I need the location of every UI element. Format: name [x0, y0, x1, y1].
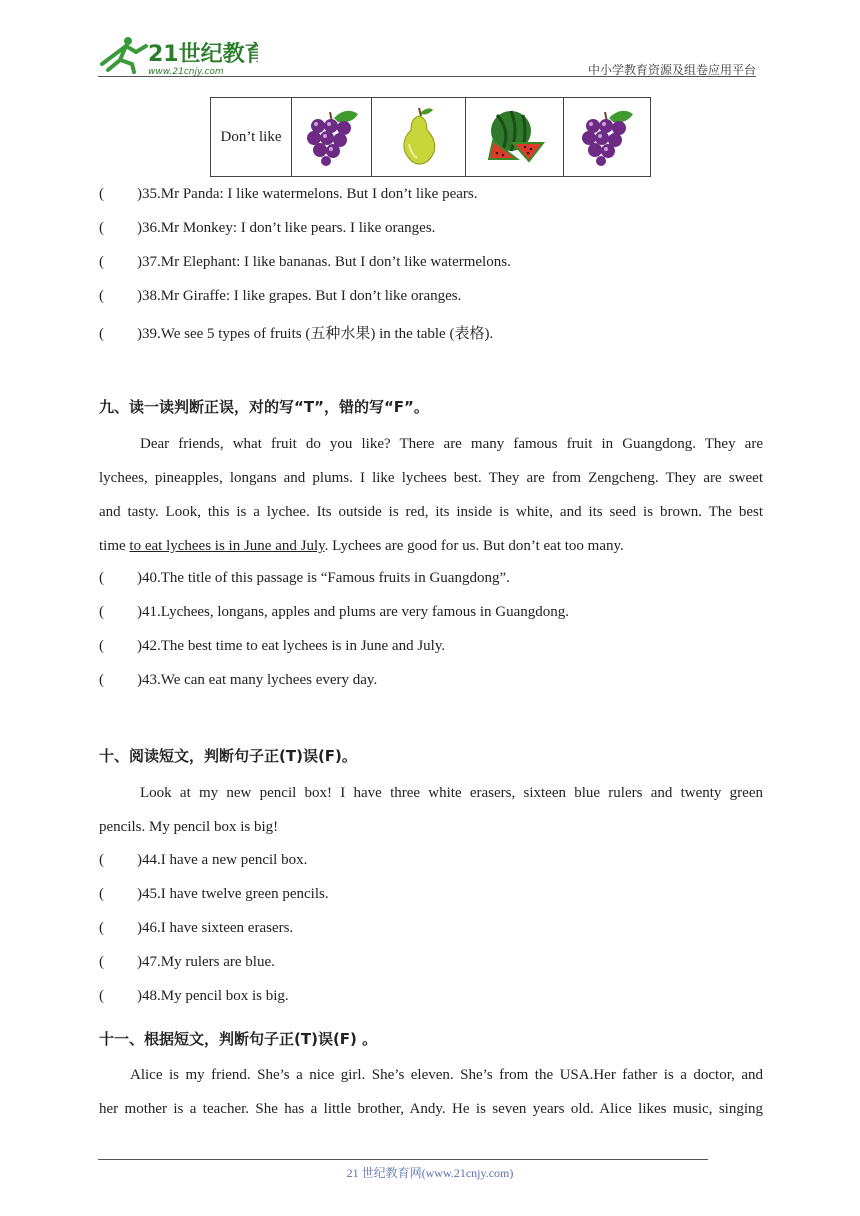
question-text: )45.I have twelve green pencils.	[137, 886, 329, 902]
answer-blank: (	[99, 988, 104, 1004]
question-text: )40.The title of this passage is “Famous fruits in Guangdong”.	[137, 570, 510, 586]
question-text: )42.The best time to eat lychees is in June and July.	[137, 638, 446, 654]
grapes-icon	[564, 98, 651, 177]
passage-line: and tasty. Look, this is a lychee. Its outside is red, its inside is white, and its seed is brown. The best	[99, 504, 763, 520]
passage-line: Dear friends, what fruit do you like? There are many famous fruit in Guangdong. They are	[140, 436, 763, 452]
question-text: )43.We can eat many lychees every day.	[137, 672, 378, 688]
watermelon-icon	[466, 98, 564, 177]
question-text: )48.My pencil box is big.	[137, 988, 289, 1004]
grapes-icon	[292, 98, 372, 177]
answer-blank: (	[99, 570, 104, 586]
footer-link[interactable]: 21 世纪教育网(www.21cnjy.com)	[346, 1166, 514, 1180]
section-10-passage	[99, 776, 763, 844]
platform-name: 中小学教育资源及组卷应用平台	[587, 63, 756, 77]
header-divider	[98, 76, 756, 77]
question-text: )39.We see 5 types of fruits (五种水果) in the table (表格).	[137, 326, 494, 342]
answer-blank: (	[99, 638, 104, 654]
question-text: )46.I have sixteen erasers.	[137, 920, 294, 936]
question-39	[99, 322, 493, 343]
question-text: )44.I have a new pencil box.	[137, 852, 308, 868]
question-text: )41.Lychees, longans, apples and plums are very famous in Guangdong.	[137, 604, 569, 620]
footer-divider	[98, 1159, 708, 1160]
answer-blank: (	[99, 254, 104, 270]
section-9-passage	[99, 427, 763, 563]
pear-icon	[372, 98, 466, 177]
answer-blank: (	[99, 886, 104, 902]
question-47	[99, 954, 275, 971]
question-42	[99, 638, 445, 655]
question-text: )35.Mr Panda: I like watermelons. But I don’t like pears.	[137, 186, 478, 202]
passage-line: lychees, pineapples, longans and plums. I like lychees best. They are from Zengcheng. They are sweet	[99, 470, 763, 486]
underlined-phrase: to eat lychees is in June and July	[129, 538, 325, 554]
question-46	[99, 920, 293, 937]
passage-line: her mother is a teacher. She has a little brother, Andy. He is seven years old. Alice likes music, singing	[99, 1101, 763, 1117]
question-45	[99, 886, 329, 903]
table-row	[211, 98, 651, 177]
question-48	[99, 988, 289, 1005]
passage-line: Look at my new pencil box! I have three white erasers, sixteen blue rulers and twenty green	[140, 785, 763, 801]
svg-text:www.21cnjy.com: www.21cnjy.com	[148, 67, 224, 76]
section-11-passage	[99, 1058, 763, 1126]
answer-blank: (	[99, 220, 104, 236]
question-text: )37.Mr Elephant: I like bananas. But I don’t like watermelons.	[137, 254, 511, 270]
question-35	[99, 186, 477, 203]
passage-line: pencils. My pencil box is big!	[99, 819, 279, 835]
question-43	[99, 672, 377, 689]
question-37	[99, 254, 511, 271]
section-9-heading: 九、读一读判断正误，对的写“T”，错的写“F”。	[99, 398, 429, 416]
fruit-table	[210, 97, 651, 177]
answer-blank: (	[99, 852, 104, 868]
site-logo	[98, 34, 258, 76]
passage-line: time to eat lychees is in June and July. Lychees are good for us. But don’t eat too many.	[99, 538, 624, 554]
question-text: )47.My rulers are blue.	[137, 954, 275, 970]
question-41	[99, 604, 569, 621]
passage-line: Alice is my friend. She’s a nice girl. She’s eleven. She’s from the USA.Her father is a doctor, and	[130, 1067, 763, 1083]
question-text: )38.Mr Giraffe: I like grapes. But I don’t like oranges.	[137, 288, 462, 304]
answer-blank: (	[99, 288, 104, 304]
page-header	[98, 34, 756, 78]
answer-blank: (	[99, 954, 104, 970]
question-40	[99, 570, 510, 587]
section-11-heading: 十一、根据短文，判断句子正(T)误(F) 。	[99, 1030, 378, 1048]
answer-blank: (	[99, 672, 104, 688]
section-10-heading: 十、阅读短文，判断句子正(T)误(F)。	[99, 747, 357, 765]
answer-blank: (	[99, 326, 104, 342]
answer-blank: (	[99, 604, 104, 620]
question-text: )36.Mr Monkey: I don’t like pears. I like oranges.	[137, 220, 436, 236]
question-36	[99, 220, 435, 237]
answer-blank: (	[99, 920, 104, 936]
row-label: Don’t like	[211, 98, 292, 177]
answer-blank: (	[99, 186, 104, 202]
question-44	[99, 852, 307, 869]
svg-text:21世纪教育: 21世纪教育	[148, 42, 258, 67]
question-38	[99, 288, 461, 305]
